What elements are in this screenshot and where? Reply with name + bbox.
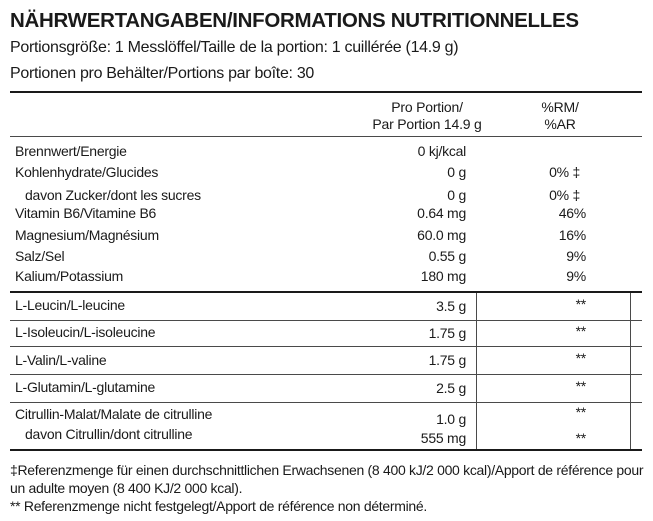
nutrient-rm: 16% — [558, 227, 586, 243]
nutrient-amount: 60.0 mg — [417, 227, 466, 243]
serving-size: Portionsgröße: 1 Messlöffel/Taille de la portion: 1 cuillérée (14.9 g) — [10, 39, 459, 56]
citrulline-column-divider-left — [476, 402, 477, 449]
citrulline-name: davon Citrullin/dont citrulline — [25, 426, 193, 442]
nutrient-rm: 0% ‡ — [549, 187, 580, 203]
nutrient-rm: 9% — [566, 268, 586, 284]
amino-amount: 1.75 g — [428, 325, 466, 341]
header-bottom-rule — [10, 136, 642, 137]
citrulline-rm: ** — [575, 430, 586, 446]
footnote-reference: ‡Referenzmenge für einen durchschnittlichen Erwachsenen (8 400 kJ/2 000 kcal)/Apport de référence pour un adulte moyen (8 400 KJ/2 000 kcal). — [10, 462, 644, 496]
amino-row-rule — [10, 346, 642, 347]
amino-name: L-Leucin/L-leucine — [15, 297, 125, 313]
amino-rm: ** — [575, 296, 586, 312]
nutrient-name: Kohlenhydrate/Glucides — [15, 164, 159, 180]
nutrient-name: Salz/Sel — [15, 248, 65, 264]
amino-rm: ** — [575, 378, 586, 394]
citrulline-amount: 555 mg — [420, 430, 466, 446]
rm-header — [515, 99, 605, 133]
nutrient-name: Kalium/Potassium — [15, 268, 124, 284]
nutrient-rm: 0% ‡ — [549, 164, 580, 180]
nutrient-name: davon Zucker/dont les sucres — [25, 187, 201, 203]
citrulline-amount: 1.0 g — [436, 411, 466, 427]
nutrient-amount: 0.55 g — [428, 248, 466, 264]
amino-name: L-Glutamin/L-glutamine — [15, 379, 156, 395]
amino-amount: 3.5 g — [436, 298, 466, 314]
amino-column-divider-right — [630, 293, 631, 402]
rm-header-line2: %AR — [544, 116, 576, 132]
nutrient-rm: 46% — [558, 205, 586, 221]
amino-column-divider-left — [476, 293, 477, 402]
amino-name: L-Valin/L-valine — [15, 352, 107, 368]
amino-row-rule — [10, 374, 642, 375]
panel-title: NÄHRWERTANGABEN/INFORMATIONS NUTRITIONNELLES — [10, 9, 579, 32]
footer-rule — [10, 449, 642, 451]
amino-amount: 2.5 g — [436, 380, 466, 396]
amino-rm: ** — [575, 323, 586, 339]
citrulline-section-rule — [10, 402, 642, 403]
header-top-rule — [10, 91, 642, 93]
rm-header-line1: %RM/ — [541, 99, 579, 115]
amino-name: L-Isoleucin/L-isoleucine — [15, 324, 156, 340]
per-serving-header — [362, 99, 492, 133]
citrulline-rm: ** — [575, 404, 586, 420]
amino-row-rule — [10, 320, 642, 321]
nutrition-facts-panel — [10, 0, 642, 521]
nutrient-amount: 0 g — [447, 187, 466, 203]
nutrient-amount: 180 mg — [420, 268, 466, 284]
servings-per-container: Portionen pro Behälter/Portions par boîte: 30 — [10, 65, 315, 82]
nutrient-amount: 0.64 mg — [417, 205, 466, 221]
nutrient-name: Vitamin B6/Vitamine B6 — [15, 205, 157, 221]
nutrient-amount: 0 kj/kcal — [417, 143, 466, 159]
amino-amount: 1.75 g — [428, 352, 466, 368]
amino-section-rule — [10, 291, 642, 293]
footnote-not-established: ** Referenzmenge nicht festgelegt/Apport de référence non déterminé. — [10, 498, 427, 514]
nutrient-rm: 9% — [566, 248, 586, 264]
nutrient-amount: 0 g — [447, 164, 466, 180]
per-serving-header-line2: Par Portion 14.9 g — [372, 116, 482, 132]
per-serving-header-line1: Pro Portion/ — [391, 99, 463, 115]
nutrient-name: Magnesium/Magnésium — [15, 227, 159, 243]
amino-rm: ** — [575, 350, 586, 366]
citrulline-column-divider-right — [630, 402, 631, 449]
citrulline-name: Citrullin-Malat/Malate de citrulline — [15, 406, 213, 422]
nutrient-name: Brennwert/Energie — [15, 143, 127, 159]
